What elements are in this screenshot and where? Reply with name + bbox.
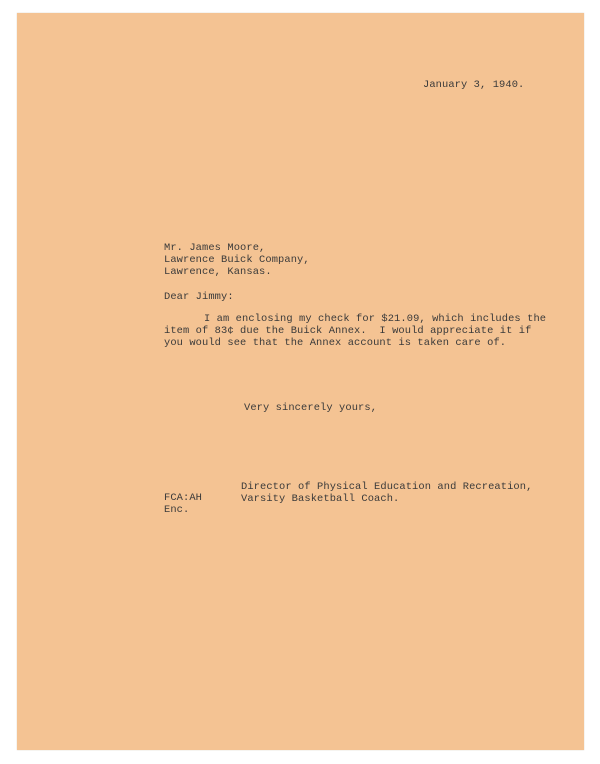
reference-initials: FCA:AH bbox=[164, 492, 203, 504]
signature-title-2: Varsity Basketball Coach. bbox=[241, 493, 400, 505]
letter-date: January 3, 1940. bbox=[423, 79, 525, 91]
enclosure-note: Enc. bbox=[164, 504, 190, 516]
body-line-1: I am enclosing my check for $21.09, which includes the bbox=[204, 313, 547, 325]
recipient-city: Lawrence, Kansas. bbox=[164, 266, 272, 278]
body-line-2: item of 83¢ due the Buick Annex. I would appreciate it if bbox=[164, 325, 532, 337]
signature-title-1: Director of Physical Education and Recreation, bbox=[241, 481, 533, 493]
salutation: Dear Jimmy: bbox=[164, 291, 234, 303]
letter-sheet bbox=[17, 13, 584, 750]
closing: Very sincerely yours, bbox=[244, 402, 378, 414]
recipient-company: Lawrence Buick Company, bbox=[164, 254, 310, 266]
body-line-3: you would see that the Annex account is taken care of. bbox=[164, 337, 507, 349]
recipient-name: Mr. James Moore, bbox=[164, 242, 266, 254]
